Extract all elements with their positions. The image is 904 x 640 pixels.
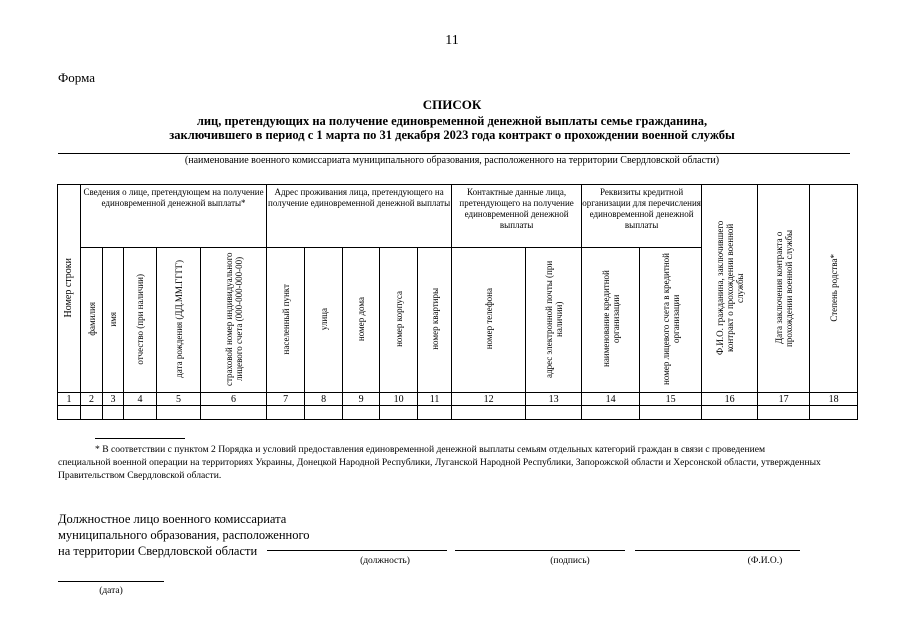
column-number: 1 (58, 393, 81, 406)
header-bank-name: наименование кредитной организации (582, 248, 640, 393)
column-number: 18 (810, 393, 858, 406)
column-number: 12 (452, 393, 526, 406)
header-citizen: Ф.И.О. гражданина, заключившего контракт о прохождении военной службы (702, 185, 758, 393)
header-birthdate: дата рождения (ДД.ММ.ГГГГ) (157, 248, 201, 393)
column-number: 5 (157, 393, 201, 406)
position-label: (должность) (360, 556, 410, 566)
header-snils: страховой номер индивидуального лицевого счета (000-000-000-00) (201, 248, 267, 393)
footnote: * В соответствии с пунктом 2 Порядка и условий предоставления единовременной денежной выплаты семьям отдельных категорий граждан в связи с проведением (95, 444, 766, 455)
header-account: номер лицевого счета в кредитной организации (640, 248, 702, 393)
column-number-row (58, 393, 858, 406)
name-fill-line (635, 550, 800, 551)
date-fill-line (58, 581, 164, 582)
official-block (58, 511, 310, 559)
column-number: 16 (702, 393, 758, 406)
official-line-1: Должностное лицо военного комиссариата (58, 512, 287, 526)
header-street: улица (305, 248, 343, 393)
header-group-address: Адрес проживания лица, претендующего на получение единовременной денежной выплаты (267, 185, 452, 248)
header-locality: населенный пункт (267, 248, 305, 393)
column-number: 10 (380, 393, 418, 406)
header-surname: фамилия (81, 248, 103, 393)
commissariat-caption: (наименование военного комиссариата муниципального образования, расположенного на территории Свердловской области) (184, 155, 720, 166)
header-apartment: номер квартиры (418, 248, 452, 393)
form-label: Форма (58, 70, 95, 85)
applicants-table (57, 184, 858, 420)
column-number: 2 (81, 393, 103, 406)
column-number: 11 (418, 393, 452, 406)
column-number: 3 (103, 393, 124, 406)
header-patronymic: отчество (при наличии) (124, 248, 157, 393)
official-line-2: муниципального образования, расположенного (58, 528, 310, 542)
commissariat-fill-line (58, 153, 850, 154)
subtitle-line-2: заключившего в период с 1 марта по 31 декабря 2023 года контракт о прохождении военной службы (169, 128, 735, 142)
page-number: 11 (445, 33, 459, 48)
header-contract-date: Дата заключения контракта о прохождении военной службы (758, 185, 810, 393)
column-number: 7 (267, 393, 305, 406)
empty-data-row (58, 406, 858, 420)
signature-label: (подпись) (550, 556, 590, 566)
date-label: (дата) (99, 586, 123, 596)
subtitle-line-1: лиц, претендующих на получение единовременной денежной выплаты семье гражданина, (196, 114, 708, 128)
header-name: имя (103, 248, 124, 393)
signature-fill-line (455, 550, 625, 551)
fullname-label: (Ф.И.О.) (747, 556, 783, 566)
footnote-continuation: специальной военной операции на территориях Украины, Донецкой Народной Республики, Луганской Народной Республики, Запорожской области и Херсонской области, утвержденных Правительством Свердловской области. (58, 457, 821, 481)
header-group-person: Сведения о лице, претендующем на получение единовременной денежной выплаты* (81, 185, 267, 248)
header-email: адрес электронной почты (при наличии) (526, 248, 582, 393)
column-number: 15 (640, 393, 702, 406)
column-number: 8 (305, 393, 343, 406)
column-number: 13 (526, 393, 582, 406)
header-house: номер дома (343, 248, 380, 393)
header-phone: номер телефона (452, 248, 526, 393)
position-fill-line (267, 550, 447, 551)
header-kinship: Степень родства* (810, 185, 858, 393)
column-number: 6 (201, 393, 267, 406)
header-building: номер корпуса (380, 248, 418, 393)
column-number: 9 (343, 393, 380, 406)
header-row-number: Номер строки (58, 185, 81, 393)
footnote-separator (95, 438, 185, 439)
column-number: 17 (758, 393, 810, 406)
column-number: 14 (582, 393, 640, 406)
header-group-contacts: Контактные данные лица, претендующего на получение единовременной денежной выплаты (452, 185, 582, 248)
column-number: 4 (124, 393, 157, 406)
document-title: СПИСОК (422, 97, 482, 112)
official-line-3: на территории Свердловской области (58, 544, 258, 558)
header-group-bank: Реквизиты кредитной организации для перечисления единовременной денежной выплаты (582, 185, 702, 248)
